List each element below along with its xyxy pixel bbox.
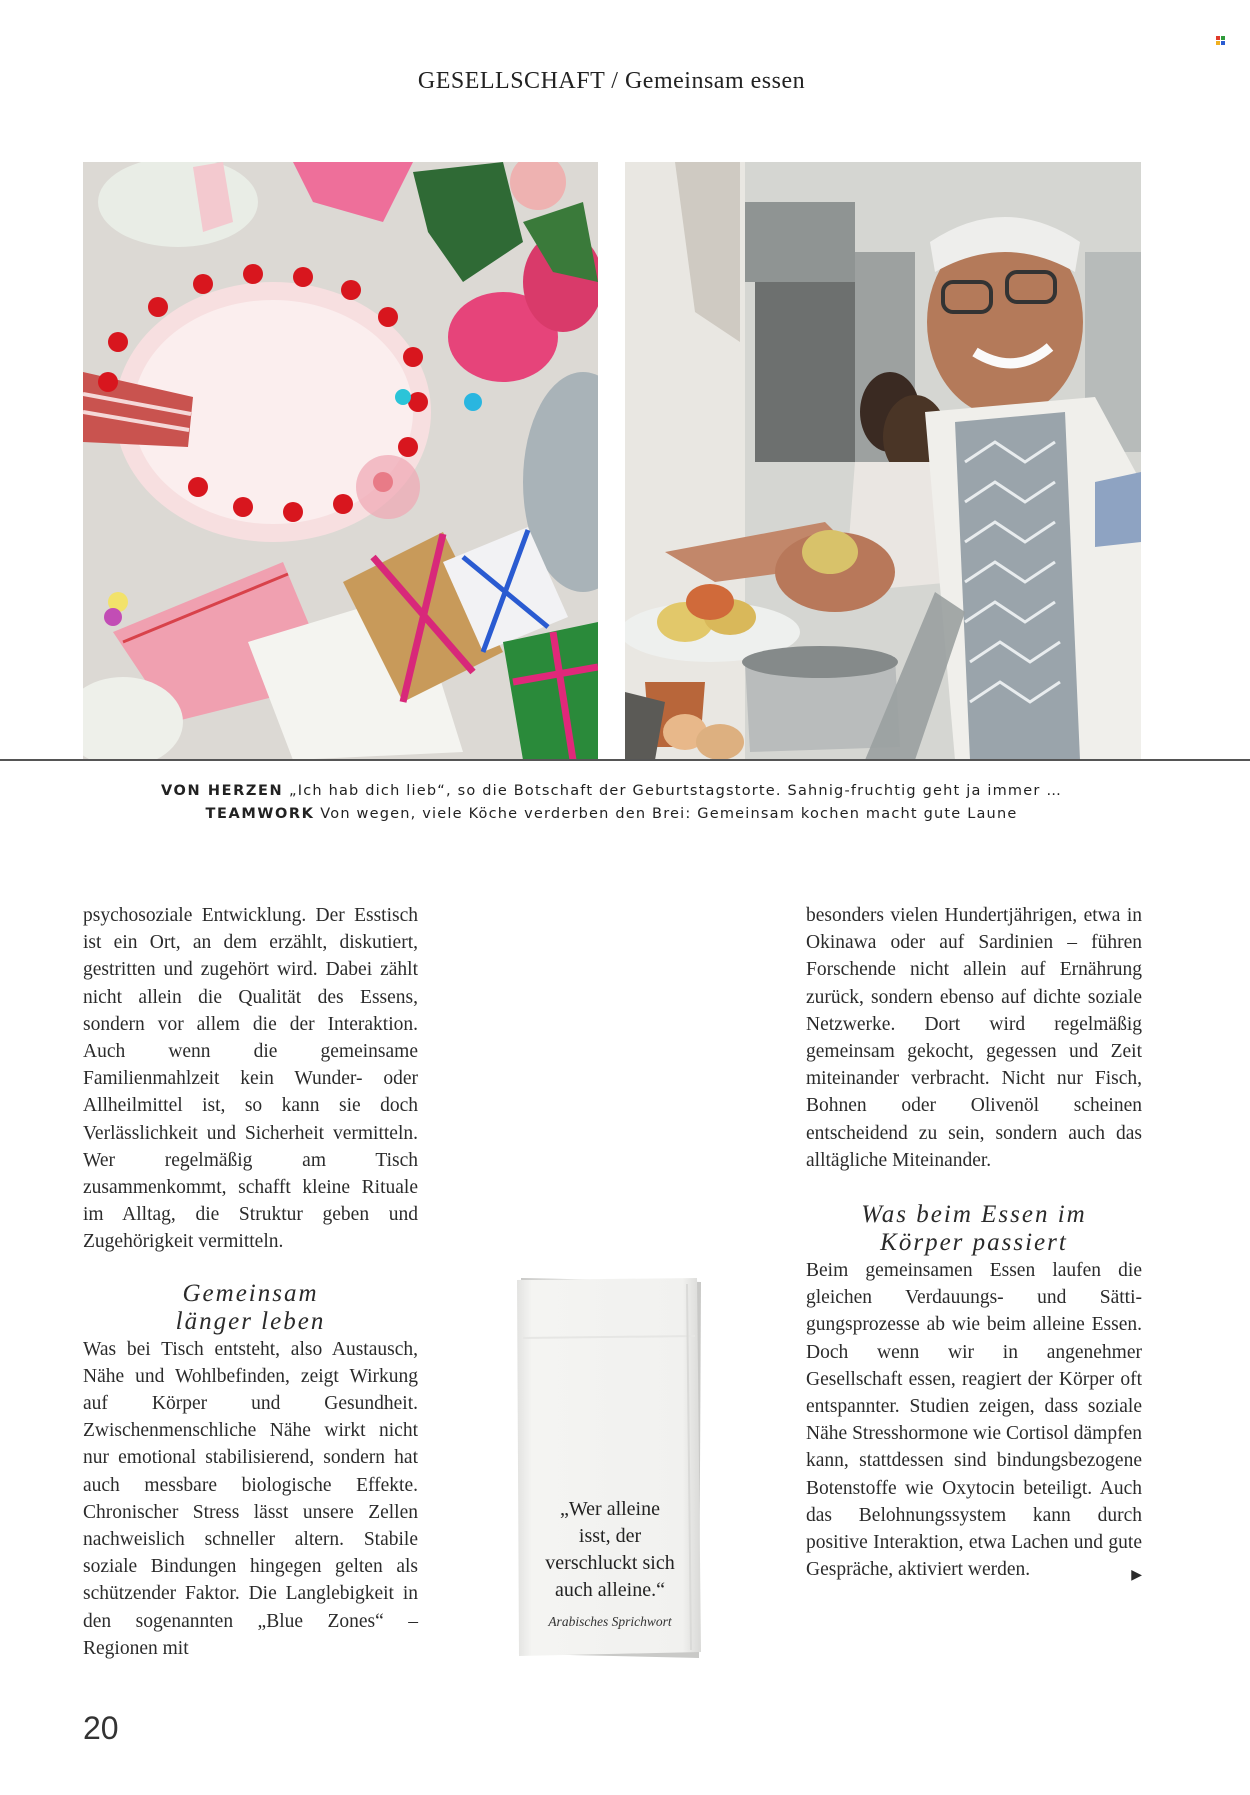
quote-line: „Wer alleine bbox=[560, 1498, 660, 1520]
caption-kicker: TEAMWORK bbox=[205, 806, 315, 822]
body-paragraph: besonders vielen Hundertjährigen, etwa in Okinawa oder auf Sardinien – führen Forschende nicht allein auf Ernährung zurück, sondern ebenso auf dichte soziale Netzwerke. Dort wird regelmäßig gemeinsam gekocht, gegessen und Zeit miteinander verbracht. Nicht nur Fisch, Bohnen oder Olivenöl scheinen entscheidend zu sein, sondern auch das alltägliche Miteinander. bbox=[806, 905, 1142, 1171]
photo-birthday-cake bbox=[83, 162, 598, 760]
subheading-line: Was beim Essen im bbox=[861, 1201, 1087, 1229]
quote-line: verschluckt sich bbox=[545, 1552, 675, 1574]
caption-divider-rule bbox=[0, 759, 1250, 761]
subheading bbox=[83, 1280, 418, 1336]
text-column-right bbox=[806, 902, 1142, 1589]
caption-right-photo bbox=[0, 803, 1223, 826]
text-column-left bbox=[83, 902, 418, 1662]
body-paragraph: Was bei Tisch entsteht, also Austausch, Nähe und Wohlbefinden, zeigt Wirkung auf Körper und Gesundheit. Zwischenmenschliche Nähe wirkt nicht nur emotional stabilisierend, sondern hat auch messbare biologische Effekte. Chronischer Stress lässt unsere Zellen nachweislich schneller altern. Stabile soziale Bindungen hingegen gelten als schützender Faktor. Die Langlebigkeit in den sogenannten „Blue Zones“ – Regionen mit bbox=[83, 1338, 418, 1659]
corner-logo-mark bbox=[1216, 36, 1226, 46]
pull-quote-napkin bbox=[515, 1278, 705, 1660]
caption-text: „Ich hab dich lieb“, so die Botschaft der Geburtstagstorte. Sahnig-fruchtig geht ja immer … bbox=[289, 783, 1063, 799]
page-number: 20 bbox=[83, 1710, 119, 1746]
quote-source: Arabisches Sprichwort bbox=[548, 1614, 672, 1629]
body-paragraph: psychosoziale Entwicklung. Der Esstisch ist ein Ort, an dem erzählt, diskutiert, gestritten und zugehört wird. Dabei zählt nicht allein die Qualität des Essens, sondern vor allem die der Interaktion. Auch wenn die gemeinsame Familienmahlzeit kein Wunder- oder Allheilmittel ist, so kann sie doch Verlässlichkeit und Sicherheit vermitteln. Wer regelmäßig am Tisch zusammenkommt, schafft kleine Rituale im Alltag, die Struktur geben und Zugehörigkeit vermitteln. bbox=[83, 905, 418, 1253]
pull-quote bbox=[515, 1496, 705, 1604]
caption-left-photo bbox=[0, 780, 1223, 803]
photo-captions bbox=[0, 780, 1223, 826]
subheading-line: Körper passiert bbox=[880, 1229, 1068, 1257]
running-head: GESELLSCHAFT / Gemeinsam essen bbox=[417, 68, 806, 94]
quote-line: auch alleine.“ bbox=[555, 1579, 665, 1601]
photo-cooking-together bbox=[625, 162, 1141, 760]
subheading-line: länger leben bbox=[175, 1307, 326, 1335]
continue-arrow-icon: ▶ bbox=[1131, 1568, 1142, 1584]
caption-kicker: VON HERZEN bbox=[160, 783, 284, 799]
subheading bbox=[806, 1201, 1142, 1257]
body-paragraph bbox=[806, 1257, 1142, 1583]
body-paragraph-text: Beim gemeinsamen Essen laufen die gleichen Verdauungs- und Sättigungsprozesse ab wie beim alleine Essen. Doch wenn wir in angenehmer Gesellschaft essen, reagiert der Körper oft entspannter. Studien zeigen, dass soziale Nähe Stresshormone wie Cortisol dämpfen kann, stattdessen sind bindungsbezogene Botenstoffe wie Oxytocin beteiligt. Auch das Belohnungssystem kann durch positive Interaktion, etwa Lachen und gute Gespräche, aktiviert werden. bbox=[806, 1260, 1142, 1581]
subheading-line: Gemeinsam bbox=[182, 1279, 319, 1307]
quote-line: isst, der bbox=[578, 1525, 642, 1547]
caption-text: Von wegen, viele Köche verderben den Brei: Gemeinsam kochen macht gute Laune bbox=[320, 806, 1018, 822]
